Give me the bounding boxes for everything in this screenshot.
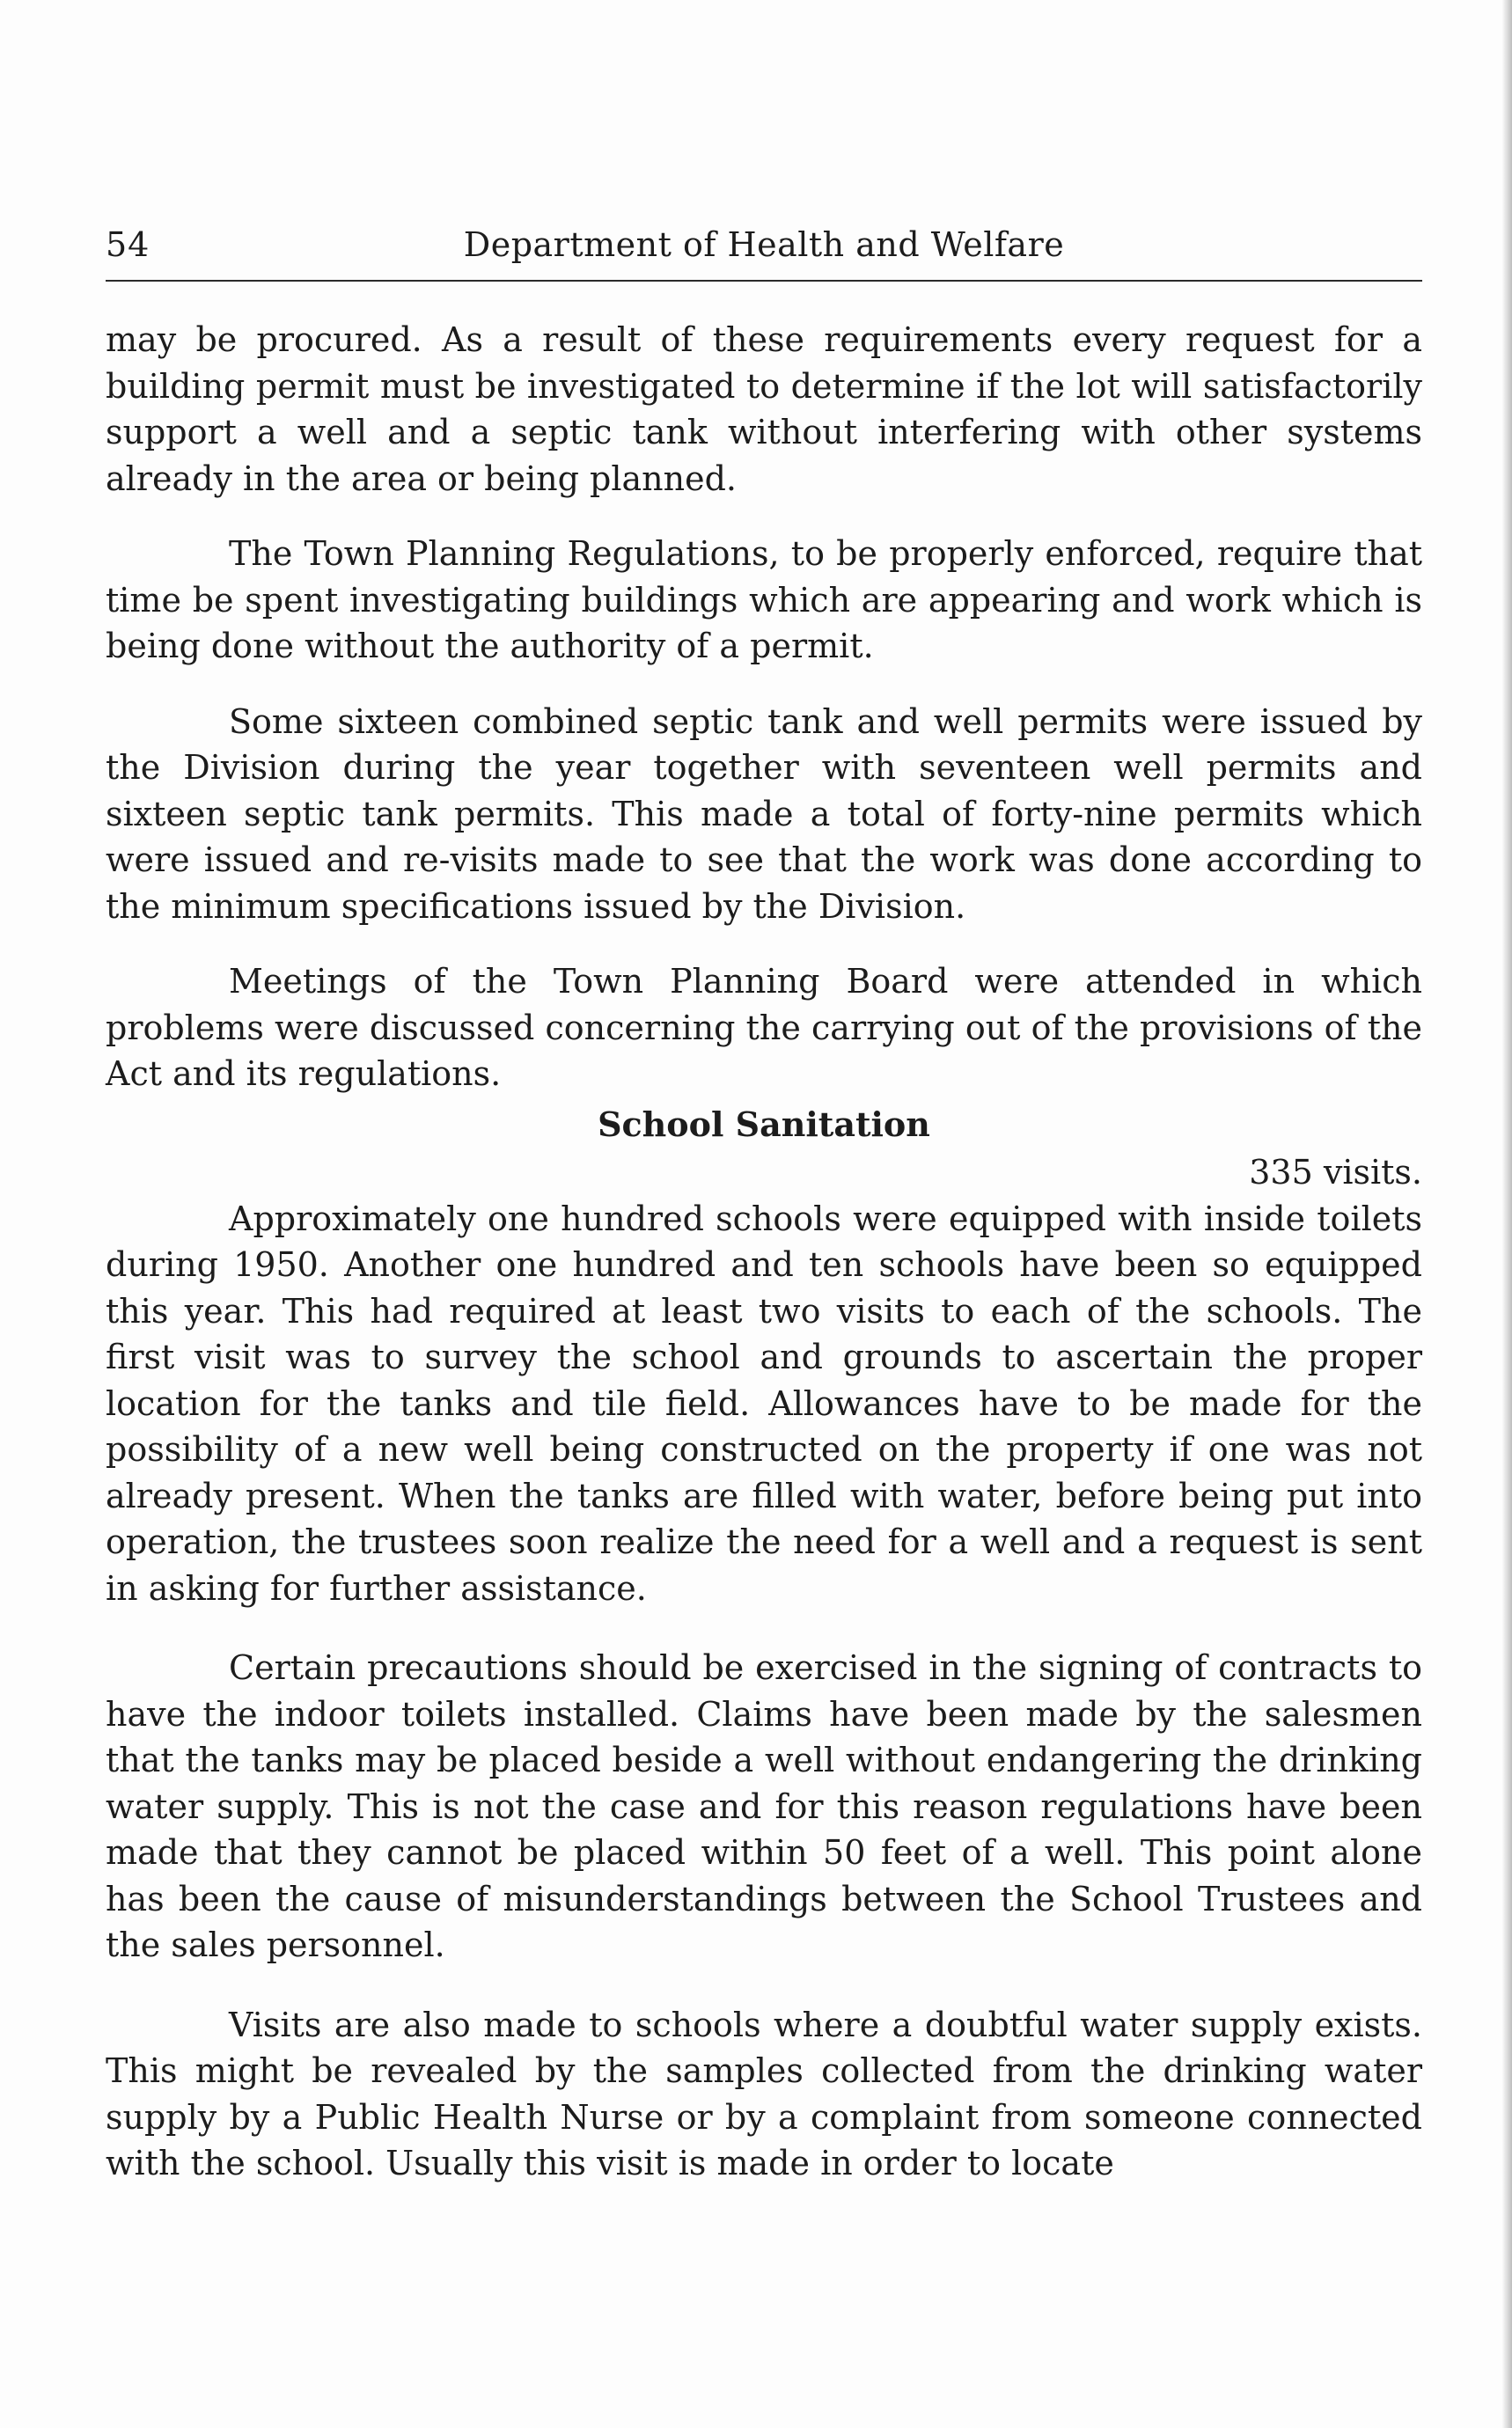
paragraph-water-supply: Visits are also made to schools where a doubtful water supply exists. This might be revealed by the samples collected from the drinking water supply by a Public Health Nurse or by a complaint from someone connected with the school. Usually this visit is made in order to locate	[106, 2005, 1422, 2182]
page-number: 54	[106, 225, 150, 264]
paragraph-permits: Some sixteen combined septic tank and well permits were issued by the Division during the year together with seventeen well permits and sixteen septic tank permits. This made a total of forty-nine permits which were issued and re-visits made to see that the work was done according to the minimum specifications issued by the Division.	[106, 701, 1422, 926]
visits-count: 335 visits.	[1249, 1152, 1422, 1192]
paragraph-continued: may be procured. As a result of these requirements every request for a building permit must be investigated to determine if the lot will satisfactorily support a well and a septic tank without interfering with other systems already in the area or being planned.	[106, 320, 1422, 498]
running-title: Department of Health and Welfare	[463, 225, 1065, 264]
page-header	[106, 218, 1422, 280]
paragraph-precautions: Certain precautions should be exercised in the signing of contracts to have the indoor toilets installed. Claims have been made by the salesmen that the tanks may be placed beside a well without endangering the drinking water supply. This is not the case and for this reason regulations have been made that they cannot be placed within 50 feet of a well. This point alone has been the cause of misunderstandings between the School Trustees and the sales personnel.	[106, 1648, 1422, 1964]
paragraph-meetings: Meetings of the Town Planning Board were attended in which problems were discussed concerning the carrying out of the provisions of the Act and its regulations.	[106, 962, 1422, 1093]
section-heading: School Sanitation	[598, 1104, 930, 1144]
body-text	[106, 317, 1422, 2187]
header-rule	[106, 280, 1422, 282]
paragraph-schools-equipped: Approximately one hundred schools were equipped with inside toilets during 1950. Another one hundred and ten schools have been so equipped this year. This had required at least two visits to each of the schools. The first visit was to survey the school and grounds to ascertain the proper location for the tanks and tile field. Allowances have to be made for the possibility of a new well being constructed on the property if one was not already present. When the tanks are filled with water, before being put into operation, the trustees soon realize the need for a well and a request is sent in asking for further assistance.	[106, 1199, 1422, 1608]
page-edge-shadow	[1501, 0, 1512, 2428]
paragraph-town-planning: The Town Planning Regulations, to be properly enforced, require that time be spent investigating buildings which are appearing and work which is being done without the authority of a permit.	[106, 534, 1422, 665]
